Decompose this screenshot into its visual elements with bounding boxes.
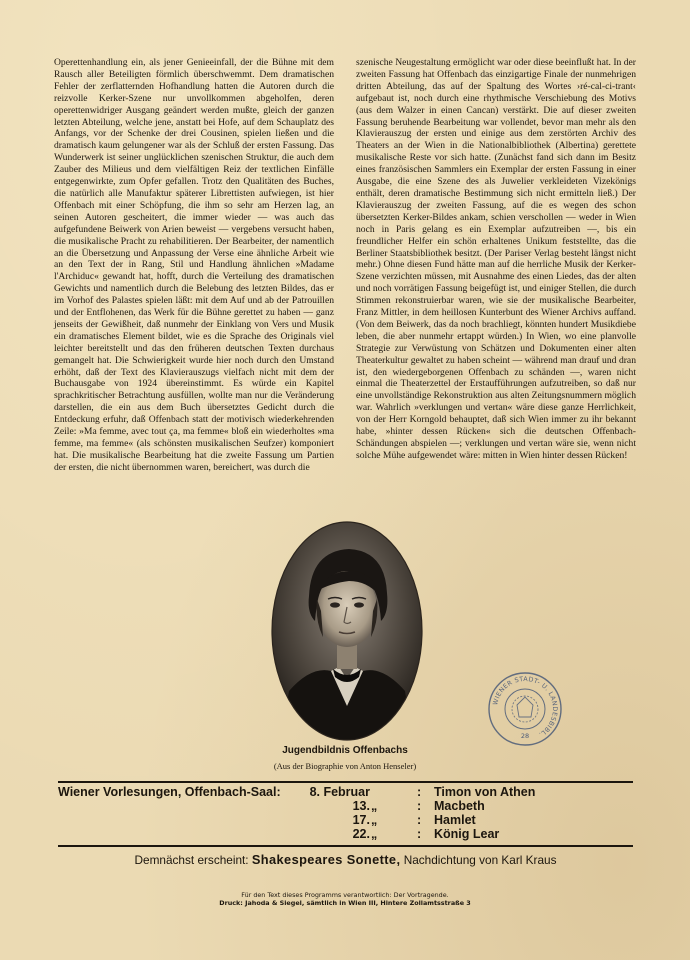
venue-label: Wiener Vorlesungen, Offenbach-Saal:: [58, 785, 281, 799]
lecture-date: 22.: [352, 827, 370, 841]
bottom-divider: [58, 845, 633, 847]
imprint-responsible: Für den Text dieses Programms verantwortlich: Der Vortragende.: [241, 891, 449, 899]
lecture-schedule: [58, 785, 633, 841]
lecture-date: 8. Februar: [309, 785, 370, 799]
stamp-text: WIENER STADT- U. LANDESBIBL.: [491, 674, 560, 739]
schedule-row: 13. „ : Macbeth: [352, 799, 485, 813]
right-column: [356, 57, 636, 462]
announcement-suffix: Nachdichtung von Karl Kraus: [403, 853, 557, 867]
offenbach-portrait: [271, 521, 423, 741]
portrait-caption: Jugendbildnis Offenbachs: [282, 745, 408, 756]
schedule-row: 17. „ : Hamlet: [352, 813, 476, 827]
imprint-printer: Druck: Jahoda & Siegel, sämtlich in Wien III, Hintere Zollamtsstraße 3: [219, 899, 471, 908]
right-column-text: szenische Neugestaltung ermöglicht war oder diese beeinflußt hat. In der zweiten Fassung hat Offenbach das einzigartige Finale der nunmehrigen dritten Abteilung, das auf der Spaltung des Wortes ›ré-cal-ci-trant‹ aufgebaut ist, noch durch eine rhythmische Verschiebung des Motivs (aus dem Walzer in einen Cancan) verstärkt. Die auf dieser zweiten Fassung beruhende Bearbeitung war vollendet, bevor man mehr als den Klavierauszug der ersten und einige aus dem zerstörten Archiv des Theaters an der Wien in die Nationalbibliothek (Albertina) gerettete musikalische Reste vor sich hatte. (Zunächst fand sich dann im Besitz eines französischen Sammlers ein Exemplar der ersten Fassung in einer Ausgabe, die eine Szene des als Juwelier verkleideten Vizekönigs enthält, deren dramatische Bestimmung sich nicht ermitteln ließ.) Der Klavierauszug der zweiten Fassung, auf die es wegen des schon übersetzten Kerker-Bildes ankam, schien verschollen — weder in Wien noch in Paris gelang es ein Exemplar aufzutreiben —, bis ein freundlicher Helfer ein schön erhaltenes Unikum feststellte, das die Berliner Staatsbibliothek besitzt. (Der Pariser Verlag besteht längst nicht mehr.) Ohne diesen Fund hätte man auf die herrliche Musik der Kerker-Szene verzichten müssen, mit Ausnahme des einen Liedes, das der alten und noch vorrätigen Fassung beigefügt ist, und einiger Stellen, die durch Stimmen rekonstruierbar waren, wie sie der musikalische Bearbeiter, Franz Mittler, in dem heillosen Kunterbunt des Wiener Archivs auffand. (Von dem Beiwerk, das da noch brachliegt, könnten hundert Musikdiebe leben, die aber nunmehr ertappt würden.) In Wien, wo eine planvolle Strategie zur Verwüstung von Schätzen und Dokumenten einer alten Theaterkultur gewaltet zu haben scheint — während man drauf und dran ist, den wiedergeborgenen Offenbach zu schänden —, waren nicht einmal die Theaterzettel der Erstaufführungen aufzutreiben, so daß nur eine unvollständige Rekonstruktion aus alten Zeitungsnummern möglich war. Wahrlich »verklungen und vertan« wäre diese ganze Herrlichkeit, von der Herr Korngold behauptet, daß sich Wien immer zu ihr bekannt habe, »hinter dessen Rücken« sich die deutschen Offenbach-Schändungen abspielen —; verklungen und vertan wäre sie, wenn nicht solche Mühe aufgewendet wäre: mitten in Wien hinter dessen Rücken!: [356, 57, 636, 461]
announcement-prefix: Demnächst erscheint:: [134, 853, 249, 867]
ditto-mark: „: [371, 799, 378, 813]
lecture-title: Hamlet: [434, 813, 476, 827]
lecture-title: Macbeth: [434, 799, 485, 813]
announcement: [58, 852, 633, 867]
lecture-title: Timon von Athen: [434, 785, 536, 799]
lecture-title: König Lear: [434, 827, 500, 841]
announcement-title: Shakespeares Sonette,: [251, 852, 401, 867]
stamp-number: 28: [520, 732, 530, 740]
schedule-row: Wiener Vorlesungen, Offenbach-Saal: 8. Februar : Timon von Athen: [58, 785, 536, 799]
portrait-credit: (Aus der Biographie von Anton Henseler): [273, 761, 417, 771]
portrait-image: [271, 521, 423, 741]
schedule-row: 22. „ : König Lear: [352, 827, 500, 841]
ditto-mark: „: [371, 827, 378, 841]
lecture-date: 17.: [352, 813, 370, 827]
ditto-mark: „: [371, 813, 378, 827]
library-stamp: [487, 671, 563, 747]
imprint: [150, 891, 540, 907]
lecture-date: 13.: [352, 799, 370, 813]
top-divider: [58, 781, 633, 783]
left-column-text: Operettenhandlung ein, als jener Genieeinfall, der die Bühne mit dem Rausch aller Beteiligten förmlich überschwemmt. Dem dramatischen Fehler der zerflatternden Hofhandlung hatten die Autoren durch die reizvolle Kerker-Szene nur unvollkommen abgeholfen, deren operettenwidriger Ausgang geändert werden mußte, gleich der ganzen letzten Abteilung, welche jene, anstatt bei Hofe, auf dem Schauplatz des Anfangs, vor der Schenke der drei Cousinen, spielen ließen und die dramatisch kaum gelungener war als der Schluß der ersten Fassung. Das Wunderwerk ist seiner unglücklichen szenischen Struktur, die auch dem Zauber des Milieus und dem vielfältigen Reiz der textlichen Einfälle entgegenwirkte, zum Opfer gefallen. Trotz den Qualitäten des Buches, die natürlich alle Manufaktur späterer Librettisten aufwiegen, ist hier Offenbach mit einer Schöpfung, die ihm so sehr am Herzen lag, an seinen Autoren gescheitert, die immer wieder — was auch das aufgefundene Beiwerk von Arien beweist — vergebens versucht haben, die musikalische Pracht zu rehabilitieren. Der Bearbeiter, der namentlich an die Übersetzung und Anpassung der Verse eine ähnliche Arbeit wie an den Text der in Rang, Stil und Handlung ähnlichen »Madame l'Archiduc« gewandt hat, hofft, durch die Verteilung des dramatischen Gewichts und namentlich durch die Belebung des letzten Bildes, das er im Vorhof des Palastes spielen läßt: mit dem Auf und ab der Patrouillen und der Entflohenen, das Werk für die Bühne gerettet zu haben — ganz jenseits der Gewißheit, daß nunmehr der Einklang von Vers und Musik ein dramatisches Element bildet, wie es die Sprache des Originals viel leichter bereitstellt und das den früheren deutschen Texten durchaus gemangelt hat. Die Schwierigkeit wurde hier noch durch den Umstand erhöht, daß der Text des Klavierauszugs vielfach nicht mit dem der Buchausgabe von 1924 übereinstimmt. Es würde ein Kapitel sprachkritischer Betrachtung ausfüllen, wollte man nur die Veränderung darstellen, die ein aus dem Buch übersetztes Gedicht durch die Entdeckung erfuhr, daß Offenbach statt der motivisch wiederkehrenden Zeile: »Ma femme, avec tout ça, ma femme« bloß ein wiederholtes »ma femme, ma femme« (als schönsten musikalischen Seufzer) komponiert hat. Die musikalische Bearbeitung hat die zweite Fassung um Partien der ersten, die nicht übernommen waren, bereichert, was durch die: [54, 57, 334, 473]
left-column: [54, 57, 334, 474]
